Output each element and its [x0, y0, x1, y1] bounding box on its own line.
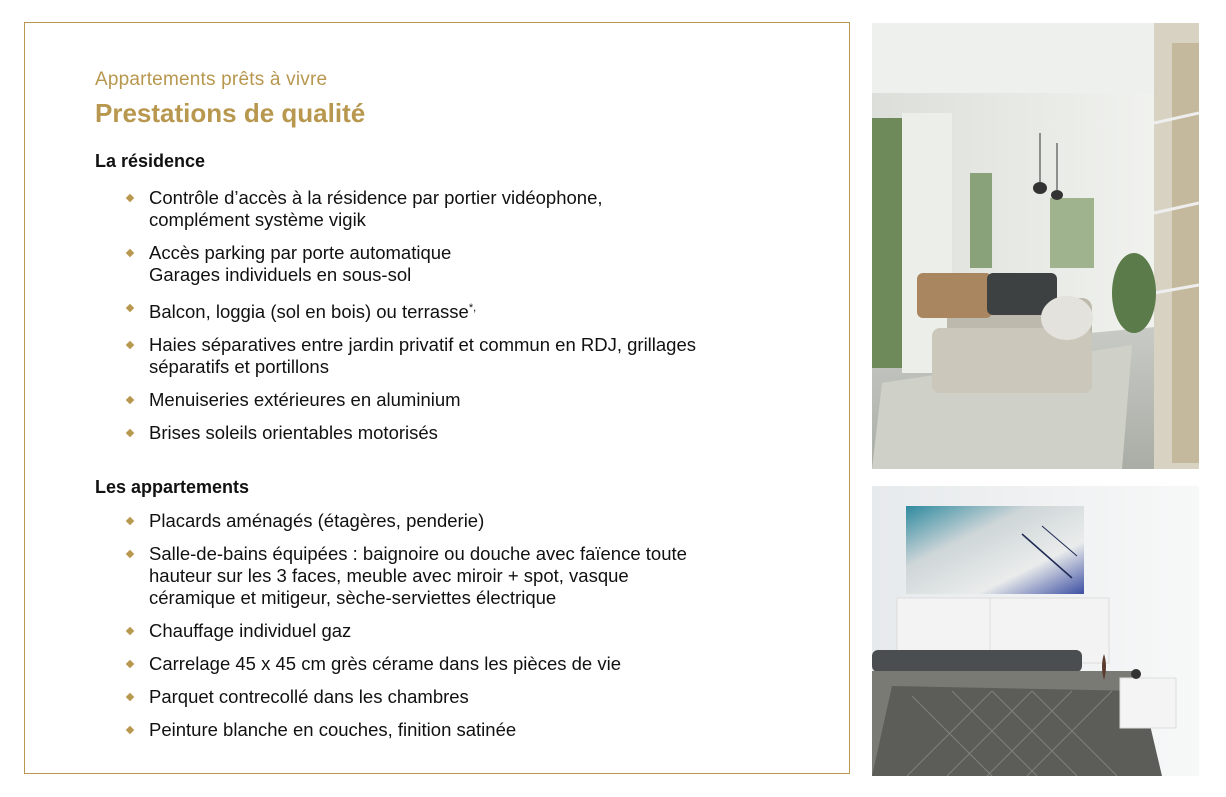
diamond-bullet-icon: [126, 627, 134, 635]
list-item: Salle-de-bains équipées : baignoire ou douche avec faïence toute hauteur sur les 3 faces, meuble avec miroir + spot, vasque céramique et mitigeur, sèche-serviettes électrique: [123, 543, 783, 609]
list-item: Haies séparatives entre jardin privatif et commun en RDJ, grillages séparatifs et portillons: [123, 334, 783, 378]
diamond-bullet-icon: [126, 726, 134, 734]
content-panel: [24, 22, 850, 774]
list-item: Parquet contrecollé dans les chambres: [123, 686, 783, 708]
bedroom-illustration: [872, 486, 1199, 776]
diamond-bullet-icon: [126, 396, 134, 404]
page-kicker: Appartements prêts à vivre: [95, 69, 328, 90]
diamond-bullet-icon: [126, 550, 134, 558]
section-heading-residence: La résidence: [95, 151, 206, 171]
diamond-bullet-icon: [126, 660, 134, 668]
living-room-illustration: [872, 23, 1199, 469]
list-item: Balcon, loggia (sol en bois) ou terrasse*,: [123, 297, 783, 323]
section-heading-appartements: Les appartements: [95, 477, 250, 497]
list-item: Carrelage 45 x 45 cm grès cérame dans les pièces de vie: [123, 653, 783, 675]
list-item: Brises soleils orientables motorisés: [123, 422, 783, 444]
residence-list: [123, 187, 783, 455]
list-item: Chauffage individuel gaz: [123, 620, 783, 642]
list-item: Accès parking par porte automatique Garages individuels en sous-sol: [123, 242, 783, 286]
list-item: Menuiseries extérieures en aluminium: [123, 389, 783, 411]
appartements-list: [123, 510, 783, 752]
living-room-photo: [872, 23, 1199, 469]
diamond-bullet-icon: [126, 304, 134, 312]
bedroom-photo: [872, 486, 1199, 776]
diamond-bullet-icon: [126, 194, 134, 202]
list-item: Placards aménagés (étagères, penderie): [123, 510, 783, 532]
list-item: Contrôle d’accès à la résidence par portier vidéophone, complément système vigik: [123, 187, 783, 231]
diamond-bullet-icon: [126, 693, 134, 701]
diamond-bullet-icon: [126, 429, 134, 437]
diamond-bullet-icon: [126, 517, 134, 525]
diamond-bullet-icon: [126, 341, 134, 349]
diamond-bullet-icon: [126, 249, 134, 257]
list-item: Peinture blanche en couches, finition satinée: [123, 719, 783, 741]
page-title: Prestations de qualité: [95, 98, 366, 128]
